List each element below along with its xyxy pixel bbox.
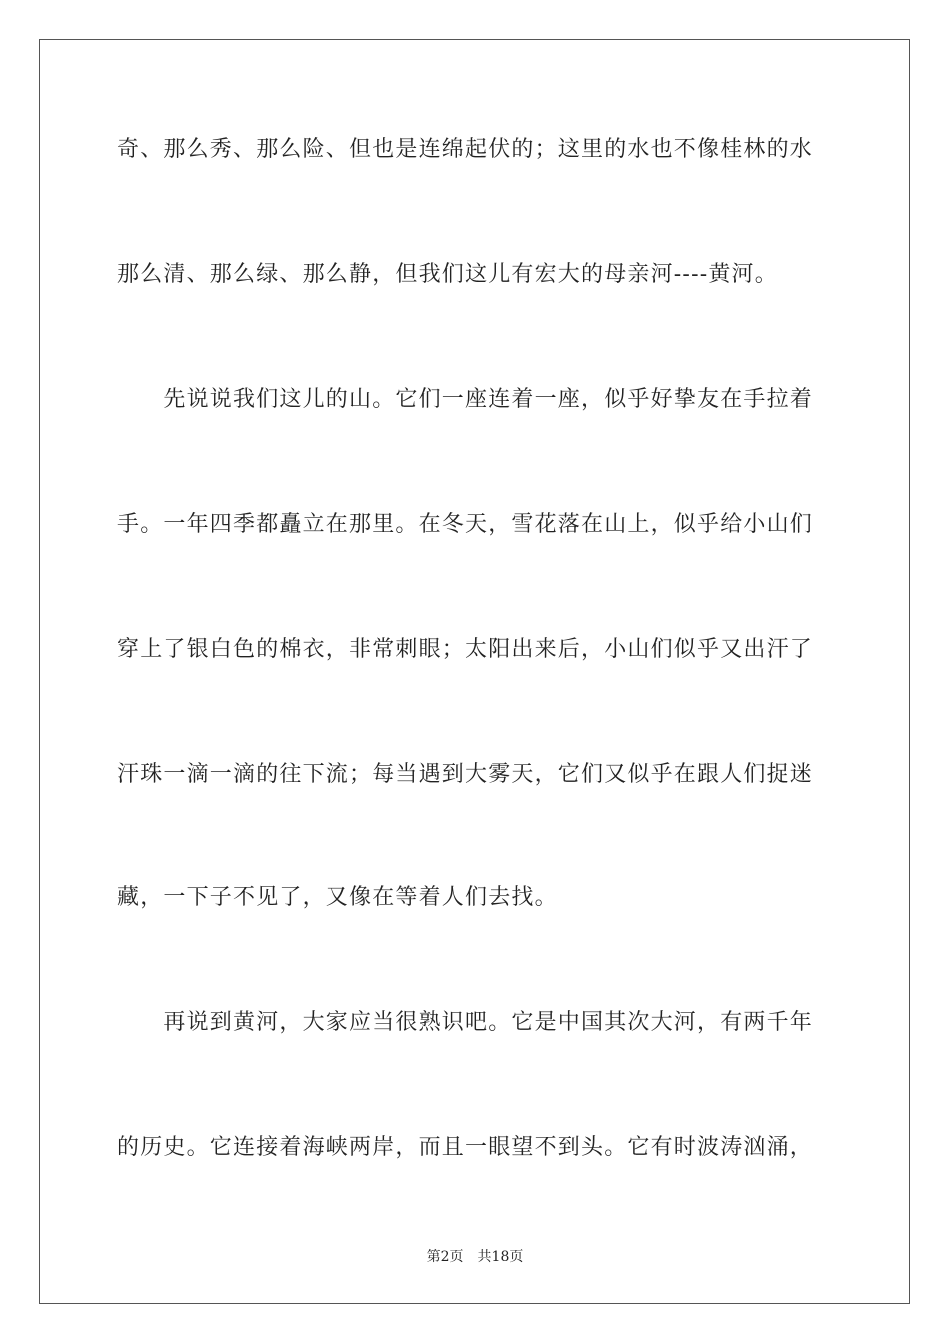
page-total: 共18页	[477, 1249, 524, 1265]
text-line: 那么清、那么绿、那么静，但我们这儿有宏大的母亲河----黄河。	[117, 262, 778, 287]
text-line: 汗珠一滴一滴的往下流；每当遇到大雾天，它们又似乎在跟人们捉迷	[117, 762, 814, 787]
page-border	[39, 39, 910, 1304]
text-line: 手。一年四季都矗立在那里。在冬天，雪花落在山上，似乎给小山们	[117, 512, 814, 537]
page-footer	[0, 1248, 950, 1266]
paragraph-start-line: 先说说我们这儿的山。它们一座连着一座，似乎好挚友在手拉着	[117, 387, 814, 412]
text-line: 奇、那么秀、那么险、但也是连绵起伏的；这里的水也不像桂林的水	[117, 137, 814, 162]
text-line: 藏，一下子不见了，又像在等着人们去找。	[117, 885, 558, 910]
text-line: 穿上了银白色的棉衣，非常刺眼；太阳出来后，小山们似乎又出汗了	[117, 637, 814, 662]
page-number: 第2页	[426, 1249, 464, 1265]
text-line: 的历史。它连接着海峡两岸，而且一眼望不到头。它有时波涛汹涌，	[117, 1135, 814, 1160]
paragraph-start-line: 再说到黄河，大家应当很熟识吧。它是中国其次大河，有两千年	[117, 1010, 814, 1035]
